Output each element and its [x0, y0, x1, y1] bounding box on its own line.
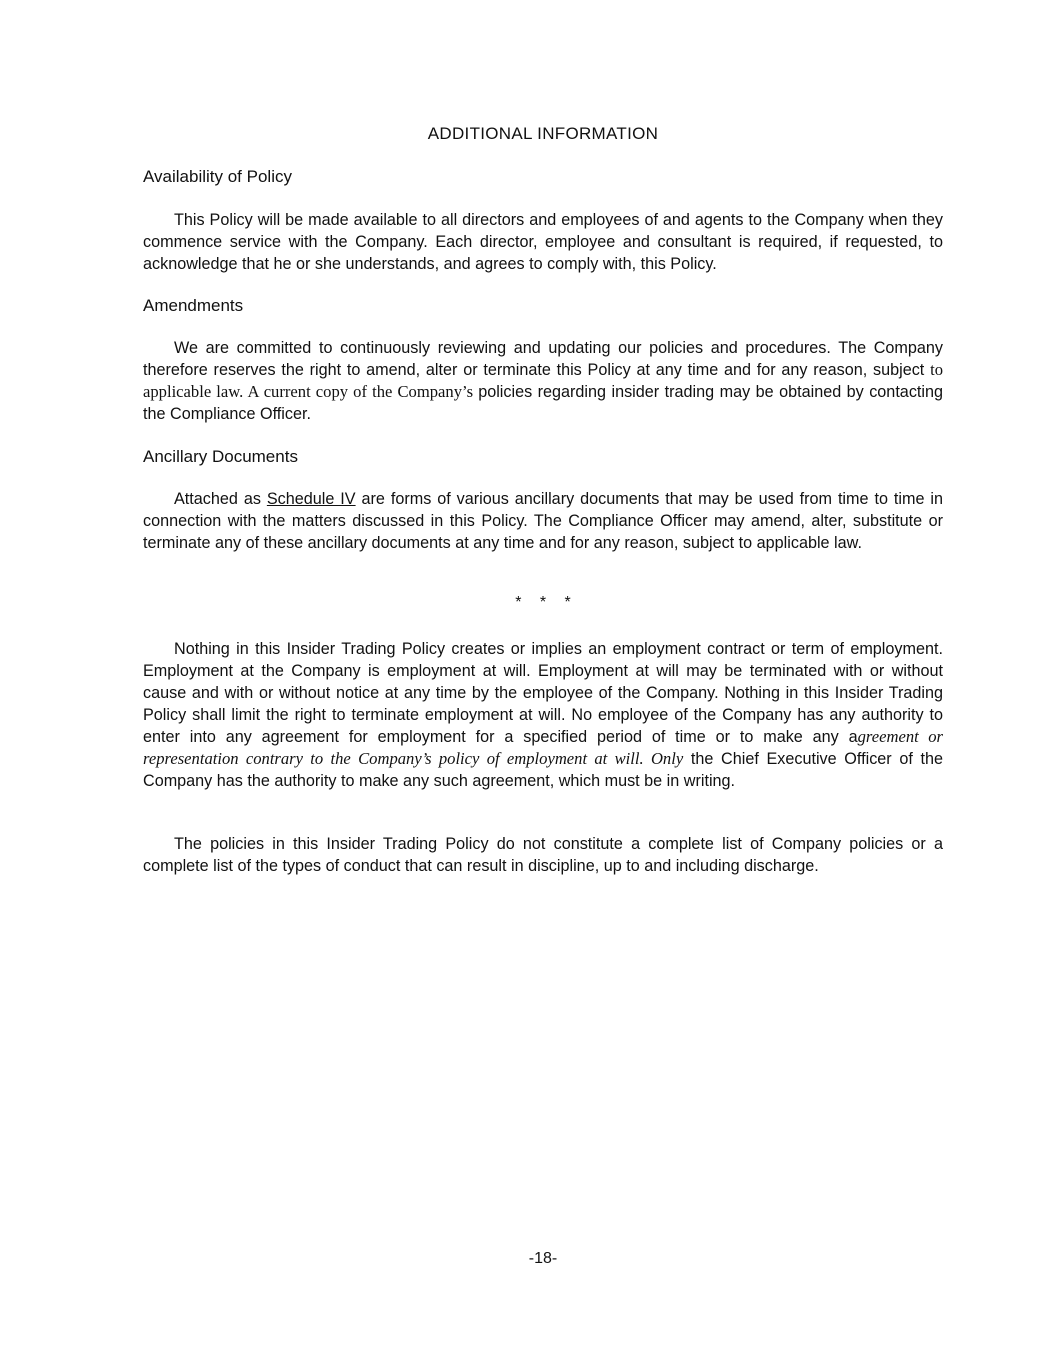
page-title: ADDITIONAL INFORMATION	[427, 124, 659, 143]
heading-ancillary-documents: Ancillary Documents	[143, 447, 298, 466]
paragraph-availability: This Policy will be made available to all directors and employees of and agents to the Company when they commence service with the Company. Each director, employee and consultant is required, if requested, to acknowledge that he or she understands, and agrees to comply with, this Policy.	[143, 211, 943, 273]
amendments-text-serif: to applicable law. A current copy of the Company’s	[143, 360, 943, 401]
paragraph-employment-at-will	[143, 638, 943, 792]
amendments-text-part3: policies regarding insider trading may be obtained by contacting the Compliance Officer.	[143, 383, 944, 423]
employment-text-part3: the Chief Executive Officer of the Company has the authority to make any such agreement, which must be in writing.	[143, 750, 943, 790]
section-separator: * * *	[515, 594, 571, 611]
employment-text-italic: greement or representation contrary to the Company’s policy of employment at will. Only	[143, 727, 943, 768]
ancillary-text-part1: Attached as	[174, 490, 267, 508]
page-number: -18-	[528, 1250, 558, 1267]
schedule-iv-reference: Schedule IV	[266, 490, 356, 508]
ancillary-text-part2: are forms of various ancillary documents that may be used from time to time in connection with the matters discussed in this Policy. The Compliance Officer may amend, alter, substitute or terminate any of these ancillary documents at any time and for any reason, subject to applicable law.	[143, 490, 943, 552]
paragraph-ancillary	[143, 488, 943, 554]
heading-availability-of-policy: Availability of Policy	[143, 167, 292, 186]
employment-text-part1: Nothing in this Insider Trading Policy creates or implies an employment contract or term of employment. Employment at the Company is employment at will. Employment at will may be terminated with or without cause and with or without notice at any time by the employee of the Company. Nothing in this Insider Trading Policy shall limit the right to terminate employment at will. No employee of the Company has any authority to enter into any agreement for employment for a specified period of time or to make any a	[143, 640, 943, 746]
heading-amendments: Amendments	[143, 296, 244, 315]
paragraph-amendments	[143, 337, 943, 425]
amendments-text-part1: We are committed to continuously reviewing and updating our policies and procedures. The Company therefore reserves the right to amend, alter or terminate this Policy at any time and for any reason, subject	[143, 339, 943, 379]
paragraph-policy-scope: The policies in this Insider Trading Policy do not constitute a complete list of Company policies or a complete list of the types of conduct that can result in discipline, up to and including discharge.	[143, 835, 943, 875]
